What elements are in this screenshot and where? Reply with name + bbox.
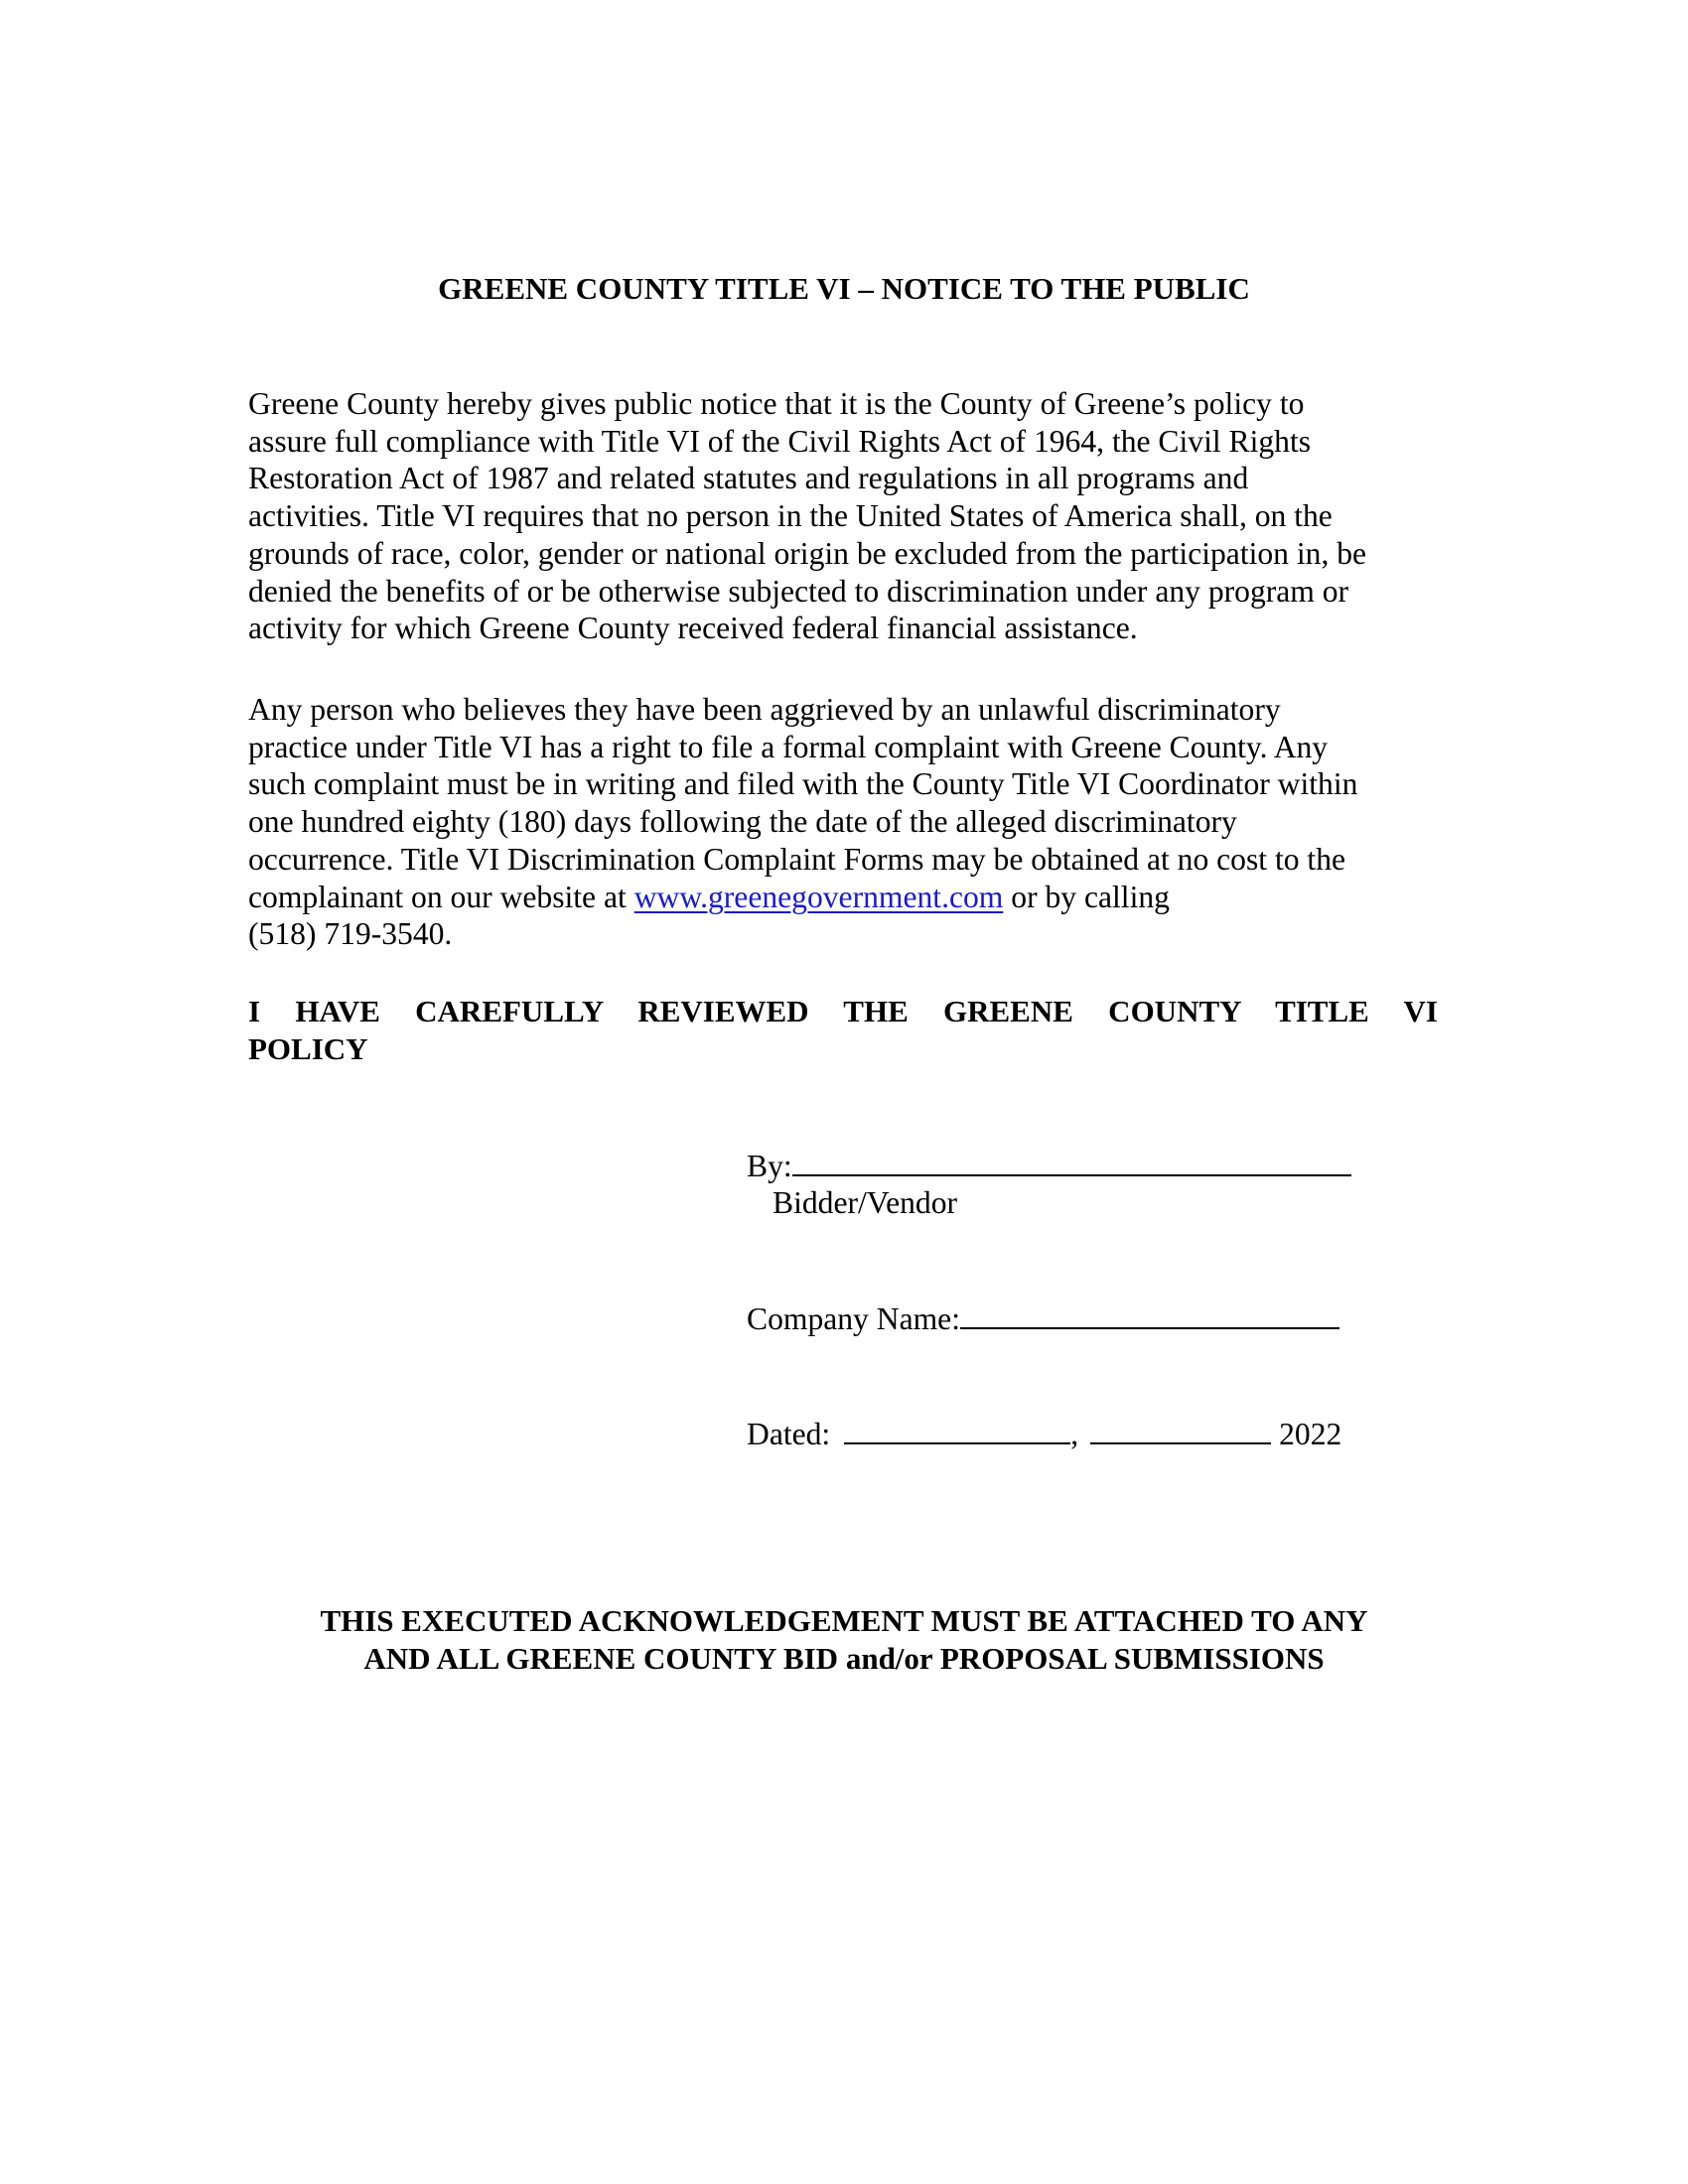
footer-line: THIS EXECUTED ACKNOWLEDGEMENT MUST BE ATTACHED TO ANY	[320, 1603, 1368, 1638]
paragraph-line: such complaint must be in writing and filed with the County Title VI Coordinator within	[248, 766, 1358, 802]
paragraph-line: denied the benefits of or be otherwise subjected to discrimination under any program or	[248, 573, 1349, 609]
acknowledgement-statement	[248, 993, 1438, 1068]
paragraph-line: one hundred eighty (180) days following the date of the alleged discriminatory	[248, 804, 1237, 840]
paragraph-line: assure full compliance with Title VI of the Civil Rights Act of 1964, the Civil Rights	[248, 423, 1312, 459]
paragraph-line: practice under Title VI has a right to file a formal complaint with Greene County. Any	[248, 729, 1329, 764]
company-name-line[interactable]	[960, 1301, 1339, 1329]
notice-paragraph	[248, 385, 1450, 647]
bidder-vendor-label: Bidder/Vendor	[773, 1185, 958, 1220]
by-label: By:	[747, 1149, 792, 1183]
website-link[interactable]: www.greenegovernment.com	[633, 879, 1004, 914]
footer-line: AND ALL GREENE COUNTY BID and/or PROPOSAL SUBMISSIONS	[363, 1641, 1325, 1676]
acknowledgement-line: I HAVE CAREFULLY REVIEWED THE GREENE COUNTY TITLE VI	[248, 994, 1438, 1028]
date-year: 2022	[1279, 1417, 1342, 1451]
paragraph-line: Any person who believes they have been aggrieved by an unlawful discriminatory	[248, 692, 1281, 727]
by-signature-field	[747, 1148, 1351, 1185]
date-comma: ,	[1070, 1417, 1079, 1451]
paragraph-line: grounds of race, color, gender or national origin be excluded from the participation in, be	[248, 535, 1367, 571]
paragraph-line-with-link	[248, 879, 1450, 916]
date-second-line[interactable]	[1090, 1417, 1271, 1444]
paragraph-line: Restoration Act of 1987 and related statutes and regulations in all programs and	[248, 461, 1249, 496]
paragraph-line: occurrence. Title VI Discrimination Complaint Forms may be obtained at no cost to the	[248, 841, 1346, 877]
company-name-field	[747, 1300, 1339, 1338]
complaint-paragraph	[248, 691, 1450, 953]
paragraph-line: Greene County hereby gives public notice that it is the County of Greene’s policy to	[248, 386, 1305, 421]
date-month-day-line[interactable]	[844, 1417, 1070, 1444]
dated-field	[747, 1416, 1341, 1453]
link-suffix-text: or by calling	[1003, 879, 1170, 914]
company-name-label: Company Name:	[747, 1301, 960, 1336]
by-signature-line[interactable]	[792, 1149, 1351, 1176]
submission-notice	[0, 1602, 1688, 1678]
link-prefix-text: complainant on our website at	[248, 879, 634, 914]
phone-number: (518) 719-3540.	[248, 916, 453, 952]
dated-label: Dated:	[747, 1417, 831, 1451]
paragraph-line: activity for which Greene County received federal financial assistance.	[248, 611, 1138, 646]
paragraph-line: activities. Title VI requires that no person in the United States of America shall, on the	[248, 498, 1333, 534]
acknowledgement-line: POLICY	[248, 1031, 368, 1066]
document-title: GREENE COUNTY TITLE VI – NOTICE TO THE PUBLIC	[438, 271, 1250, 306]
